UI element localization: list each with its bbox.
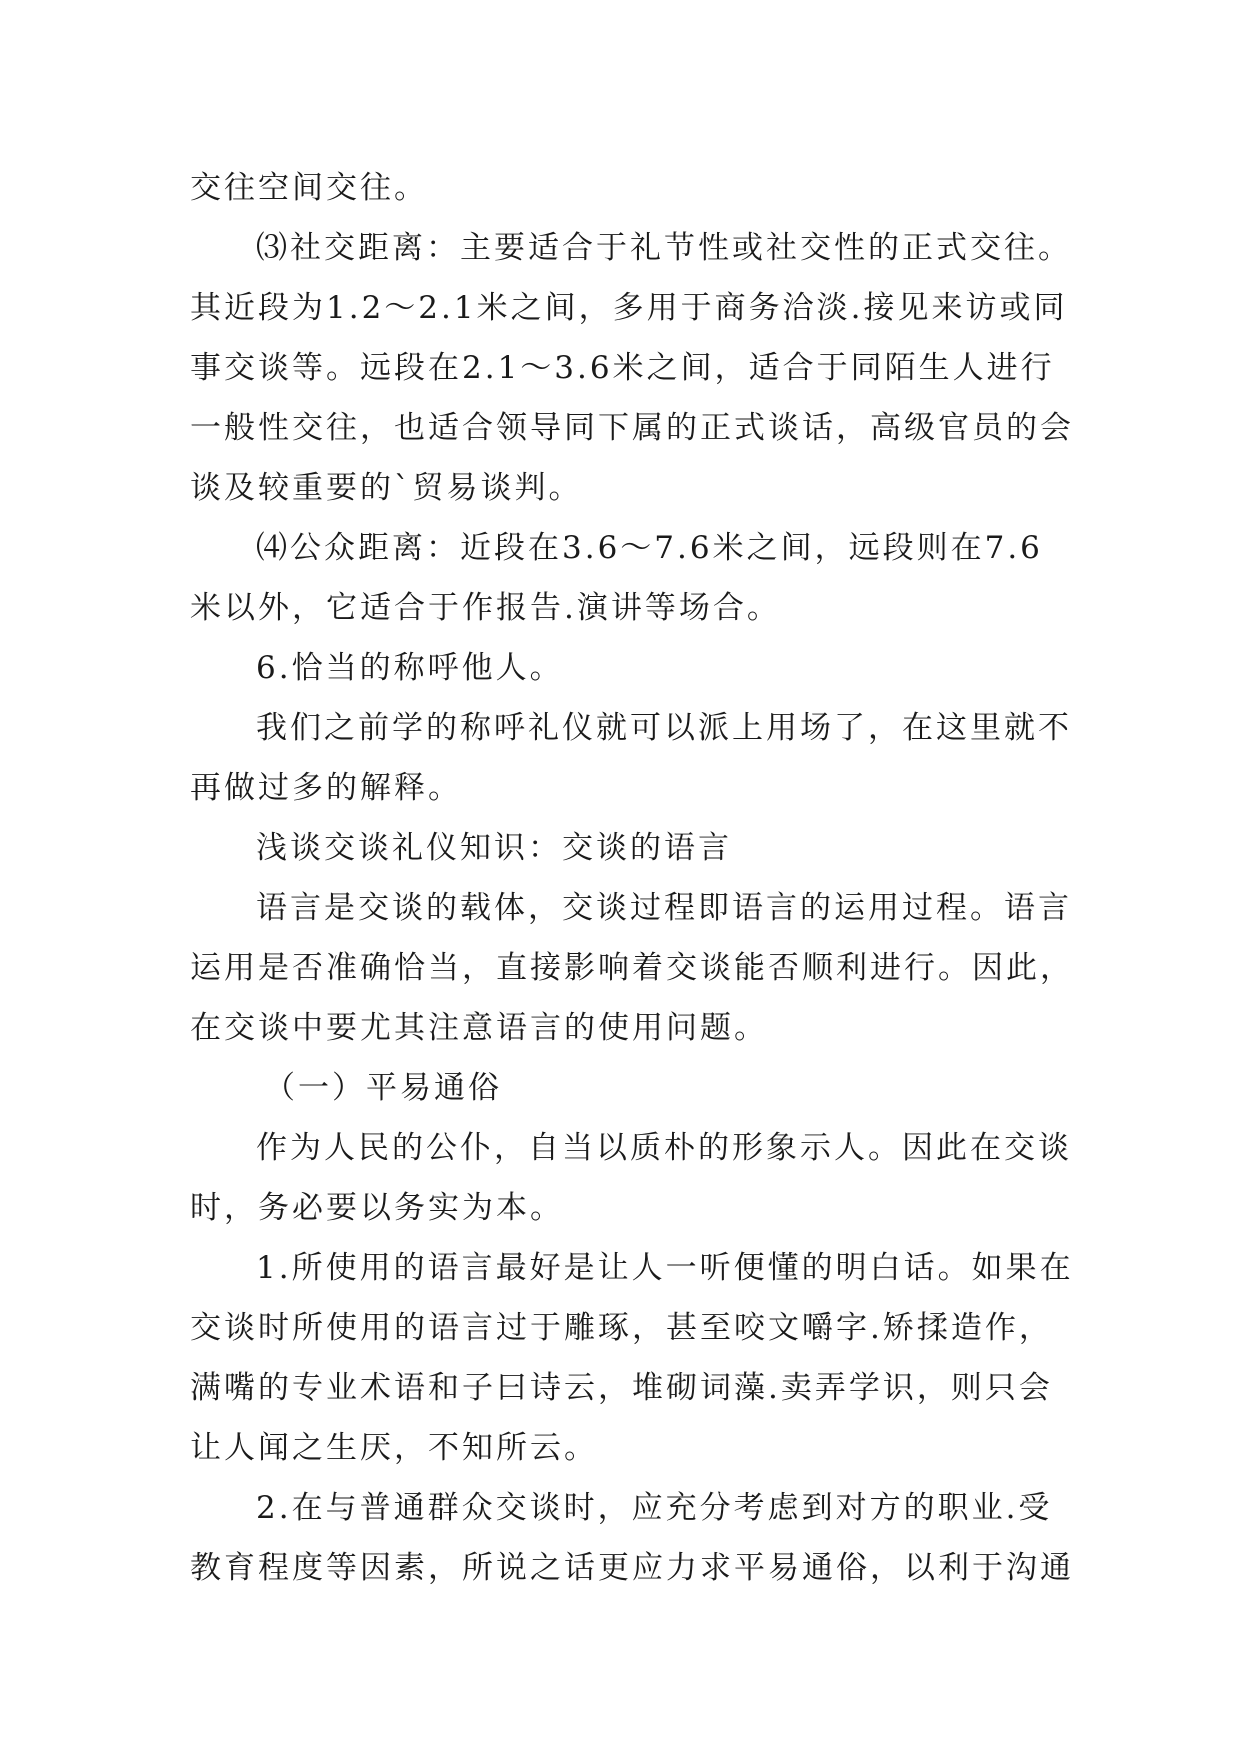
text-line: 运用是否准确恰当，直接影响着交谈能否顺利进行。因此， — [190, 950, 1074, 986]
text-line: 时，务必要以务实为本。 — [190, 1190, 564, 1226]
text-line: ⑶社交距离：主要适合于礼节性或社交性的正式交往。 — [256, 230, 1072, 266]
text-line: 1.所使用的语言最好是让人一听便懂的明白话。如果在 — [256, 1250, 1074, 1286]
section-heading: 浅谈交谈礼仪知识：交谈的语言 — [256, 830, 732, 866]
subsection-heading: （一）平易通俗 — [264, 1070, 502, 1106]
document-body — [190, 158, 1074, 1598]
text-line: 一般性交往，也适合领导同下属的正式谈话，高级官员的会 — [190, 410, 1074, 446]
text-line: 再做过多的解释。 — [190, 770, 462, 806]
text-line: 事交谈等。远段在2.1～3.6米之间，适合于同陌生人进行 — [190, 350, 1055, 386]
text-line: 米以外，它适合于作报告.演讲等场合。 — [190, 590, 781, 626]
text-line: 在交谈中要尤其注意语言的使用问题。 — [190, 1010, 768, 1046]
text-line: 让人闻之生厌，不知所云。 — [190, 1430, 598, 1466]
text-line: 我们之前学的称呼礼仪就可以派上用场了，在这里就不 — [256, 710, 1072, 746]
text-line: 语言是交谈的载体，交谈过程即语言的运用过程。语言 — [256, 890, 1072, 926]
text-line: 作为人民的公仆，自当以质朴的形象示人。因此在交谈 — [256, 1130, 1072, 1166]
text-line: 交谈时所使用的语言过于雕琢，甚至咬文嚼字.矫揉造作， — [190, 1310, 1053, 1346]
text-line: 2.在与普通群众交谈时，应充分考虑到对方的职业.受 — [256, 1490, 1053, 1526]
text-line: 谈及较重要的`贸易谈判。 — [190, 470, 583, 506]
text-line: 满嘴的专业术语和子曰诗云，堆砌词藻.卖弄学识，则只会 — [190, 1370, 1053, 1406]
text-line: 其近段为1.2～2.1米之间，多用于商务洽淡.接见来访或同 — [190, 290, 1068, 326]
text-line: 交往空间交往。 — [190, 170, 428, 206]
text-line: ⑷公众距离：近段在3.6～7.6米之间，远段则在7.6 — [256, 530, 1043, 566]
text-line: 6.恰当的称呼他人。 — [256, 650, 564, 686]
text-line: 教育程度等因素，所说之话更应力求平易通俗，以利于沟通 — [190, 1550, 1074, 1586]
